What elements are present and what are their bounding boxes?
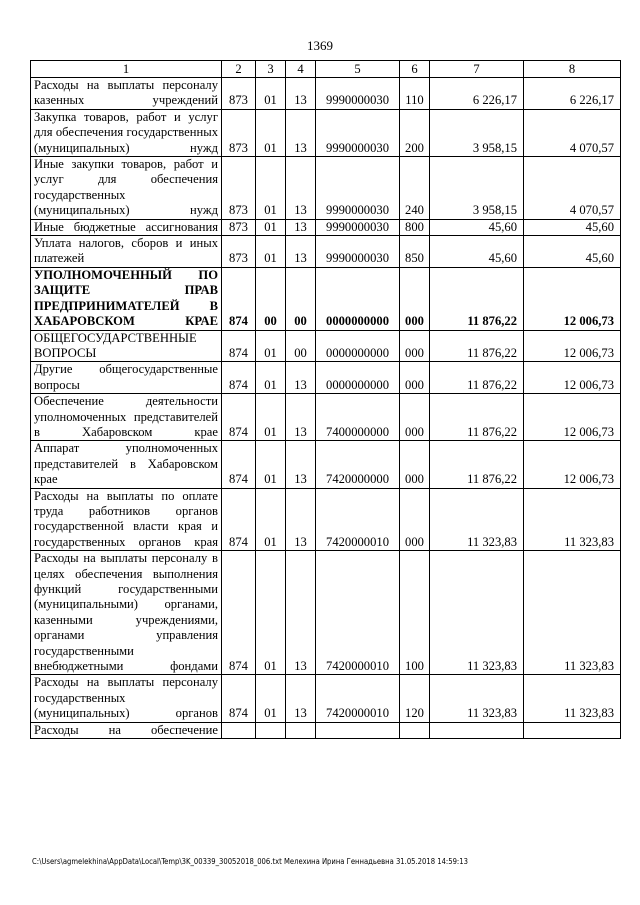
admin-code: 873	[222, 219, 256, 235]
admin-code	[222, 722, 256, 738]
admin-code: 874	[222, 551, 256, 675]
amount-col7: 11 323,83	[430, 488, 524, 551]
table-row	[31, 441, 621, 488]
admin-code: 873	[222, 109, 256, 156]
header-cell: 7	[430, 61, 524, 78]
amount-col8: 11 323,83	[524, 551, 621, 675]
expense-type-code: 000	[400, 267, 430, 330]
admin-code: 873	[222, 157, 256, 220]
target-article-code: 7420000010	[316, 488, 400, 551]
amount-col8: 12 006,73	[524, 362, 621, 394]
row-name: Закупка товаров, работ и услуг для обеспечения государственных (муниципальных) нужд	[31, 109, 222, 156]
section-code: 01	[256, 78, 286, 110]
target-article-code: 7420000000	[316, 441, 400, 488]
row-name: Аппарат уполномоченных представителей в Хабаровском крае	[31, 441, 222, 488]
amount-col7: 45,60	[430, 236, 524, 268]
amount-col7: 11 323,83	[430, 675, 524, 722]
amount-col8: 12 006,73	[524, 267, 621, 330]
row-name: Расходы на выплаты персоналу государственных (муниципальных) органов	[31, 675, 222, 722]
amount-col8: 45,60	[524, 219, 621, 235]
header-cell: 5	[316, 61, 400, 78]
target-article-code: 7420000010	[316, 675, 400, 722]
expense-type-code: 000	[400, 441, 430, 488]
table-row	[31, 362, 621, 394]
row-name: Расходы на выплаты персоналу казенных учреждений	[31, 78, 222, 110]
target-article-code: 9990000030	[316, 236, 400, 268]
target-article-code: 9990000030	[316, 109, 400, 156]
expense-type-code: 200	[400, 109, 430, 156]
subsection-code: 13	[286, 236, 316, 268]
row-name: Расходы на выплаты персоналу в целях обеспечения выполнения функций государственными (муниципальными) органами, казенными учреждениями, органами управления государственными внебюджетными фондами	[31, 551, 222, 675]
target-article-code: 0000000000	[316, 267, 400, 330]
section-code: 01	[256, 675, 286, 722]
amount-col8	[524, 722, 621, 738]
section-code: 01	[256, 394, 286, 441]
amount-col7: 11 876,22	[430, 362, 524, 394]
subsection-code: 13	[286, 78, 316, 110]
amount-col8: 6 226,17	[524, 78, 621, 110]
amount-col7: 11 323,83	[430, 551, 524, 675]
expense-type-code: 240	[400, 157, 430, 220]
table-row	[31, 267, 621, 330]
amount-col7: 11 876,22	[430, 441, 524, 488]
header-cell: 8	[524, 61, 621, 78]
admin-code: 874	[222, 267, 256, 330]
target-article-code: 9990000030	[316, 78, 400, 110]
amount-col7: 11 876,22	[430, 394, 524, 441]
expense-type-code: 000	[400, 362, 430, 394]
section-code: 01	[256, 109, 286, 156]
target-article-code: 9990000030	[316, 157, 400, 220]
table-row	[31, 78, 621, 110]
header-cell: 6	[400, 61, 430, 78]
header-cell: 3	[256, 61, 286, 78]
table-row	[31, 330, 621, 362]
expense-type-code: 100	[400, 551, 430, 675]
table-row	[31, 219, 621, 235]
amount-col8: 11 323,83	[524, 488, 621, 551]
section-code	[256, 722, 286, 738]
header-cell: 2	[222, 61, 256, 78]
target-article-code: 0000000000	[316, 362, 400, 394]
table-row	[31, 394, 621, 441]
admin-code: 873	[222, 236, 256, 268]
amount-col8: 12 006,73	[524, 441, 621, 488]
table-row	[31, 551, 621, 675]
subsection-code: 13	[286, 675, 316, 722]
amount-col7: 6 226,17	[430, 78, 524, 110]
row-name: ОБЩЕГОСУДАРСТВЕННЫЕ ВОПРОСЫ	[31, 330, 222, 362]
page-number: 1369	[307, 38, 333, 53]
expense-type-code: 120	[400, 675, 430, 722]
target-article-code: 9990000030	[316, 219, 400, 235]
expense-type-code: 000	[400, 330, 430, 362]
admin-code: 874	[222, 362, 256, 394]
table-row	[31, 675, 621, 722]
amount-col7: 11 876,22	[430, 267, 524, 330]
subsection-code: 13	[286, 441, 316, 488]
amount-col8: 45,60	[524, 236, 621, 268]
section-code: 01	[256, 362, 286, 394]
admin-code: 874	[222, 330, 256, 362]
amount-col8: 12 006,73	[524, 394, 621, 441]
header-cell: 4	[286, 61, 316, 78]
amount-col7: 3 958,15	[430, 157, 524, 220]
section-code: 01	[256, 551, 286, 675]
target-article-code: 7400000000	[316, 394, 400, 441]
admin-code: 874	[222, 394, 256, 441]
amount-col7: 45,60	[430, 219, 524, 235]
expense-type-code	[400, 722, 430, 738]
section-code: 00	[256, 267, 286, 330]
row-name: Другие общегосударственные вопросы	[31, 362, 222, 394]
subsection-code: 13	[286, 219, 316, 235]
row-name: Уплата налогов, сборов и иных платежей	[31, 236, 222, 268]
amount-col8: 4 070,57	[524, 109, 621, 156]
expense-type-code: 850	[400, 236, 430, 268]
row-name: Расходы на выплаты по оплате труда работников органов государственной власти края и государственных органов края	[31, 488, 222, 551]
row-name: Расходы на обеспечение	[31, 722, 222, 738]
subsection-code: 13	[286, 362, 316, 394]
header-cell: 1	[31, 61, 222, 78]
expense-type-code: 000	[400, 488, 430, 551]
budget-table	[30, 60, 621, 739]
file-path-footer: C:\Users\agmelekhina\AppData\Local\Temp\3K_00339_30052018_006.txt Мелехина Ирина Геннадьевна 31.05.2018 14:59:13	[32, 857, 468, 866]
table-row	[31, 236, 621, 268]
expense-type-code: 800	[400, 219, 430, 235]
admin-code: 874	[222, 441, 256, 488]
section-code: 01	[256, 330, 286, 362]
subsection-code: 00	[286, 330, 316, 362]
row-name: Обеспечение деятельности уполномоченных представителей в Хабаровском крае	[31, 394, 222, 441]
subsection-code: 13	[286, 488, 316, 551]
admin-code: 874	[222, 488, 256, 551]
section-code: 01	[256, 157, 286, 220]
subsection-code: 13	[286, 551, 316, 675]
section-code: 01	[256, 488, 286, 551]
section-code: 01	[256, 219, 286, 235]
section-code: 01	[256, 236, 286, 268]
amount-col8: 11 323,83	[524, 675, 621, 722]
target-article-code: 7420000010	[316, 551, 400, 675]
amount-col7	[430, 722, 524, 738]
subsection-code	[286, 722, 316, 738]
expense-type-code: 110	[400, 78, 430, 110]
amount-col7: 3 958,15	[430, 109, 524, 156]
target-article-code	[316, 722, 400, 738]
subsection-code: 13	[286, 394, 316, 441]
table-row	[31, 488, 621, 551]
amount-col8: 12 006,73	[524, 330, 621, 362]
row-name: УПОЛНОМОЧЕННЫЙ ПО ЗАЩИТЕ ПРАВ ПРЕДПРИНИМАТЕЛЕЙ В ХАБАРОВСКОМ КРАЕ	[31, 267, 222, 330]
subsection-code: 13	[286, 157, 316, 220]
subsection-code: 00	[286, 267, 316, 330]
admin-code: 873	[222, 78, 256, 110]
amount-col8: 4 070,57	[524, 157, 621, 220]
header-row	[31, 61, 621, 78]
table-row	[31, 109, 621, 156]
expense-type-code: 000	[400, 394, 430, 441]
row-name: Иные бюджетные ассигнования	[31, 219, 222, 235]
subsection-code: 13	[286, 109, 316, 156]
admin-code: 874	[222, 675, 256, 722]
table-row	[31, 157, 621, 220]
row-name: Иные закупки товаров, работ и услуг для обеспечения государственных (муниципальных) нужд	[31, 157, 222, 220]
amount-col7: 11 876,22	[430, 330, 524, 362]
table-row	[31, 722, 621, 738]
target-article-code: 0000000000	[316, 330, 400, 362]
section-code: 01	[256, 441, 286, 488]
